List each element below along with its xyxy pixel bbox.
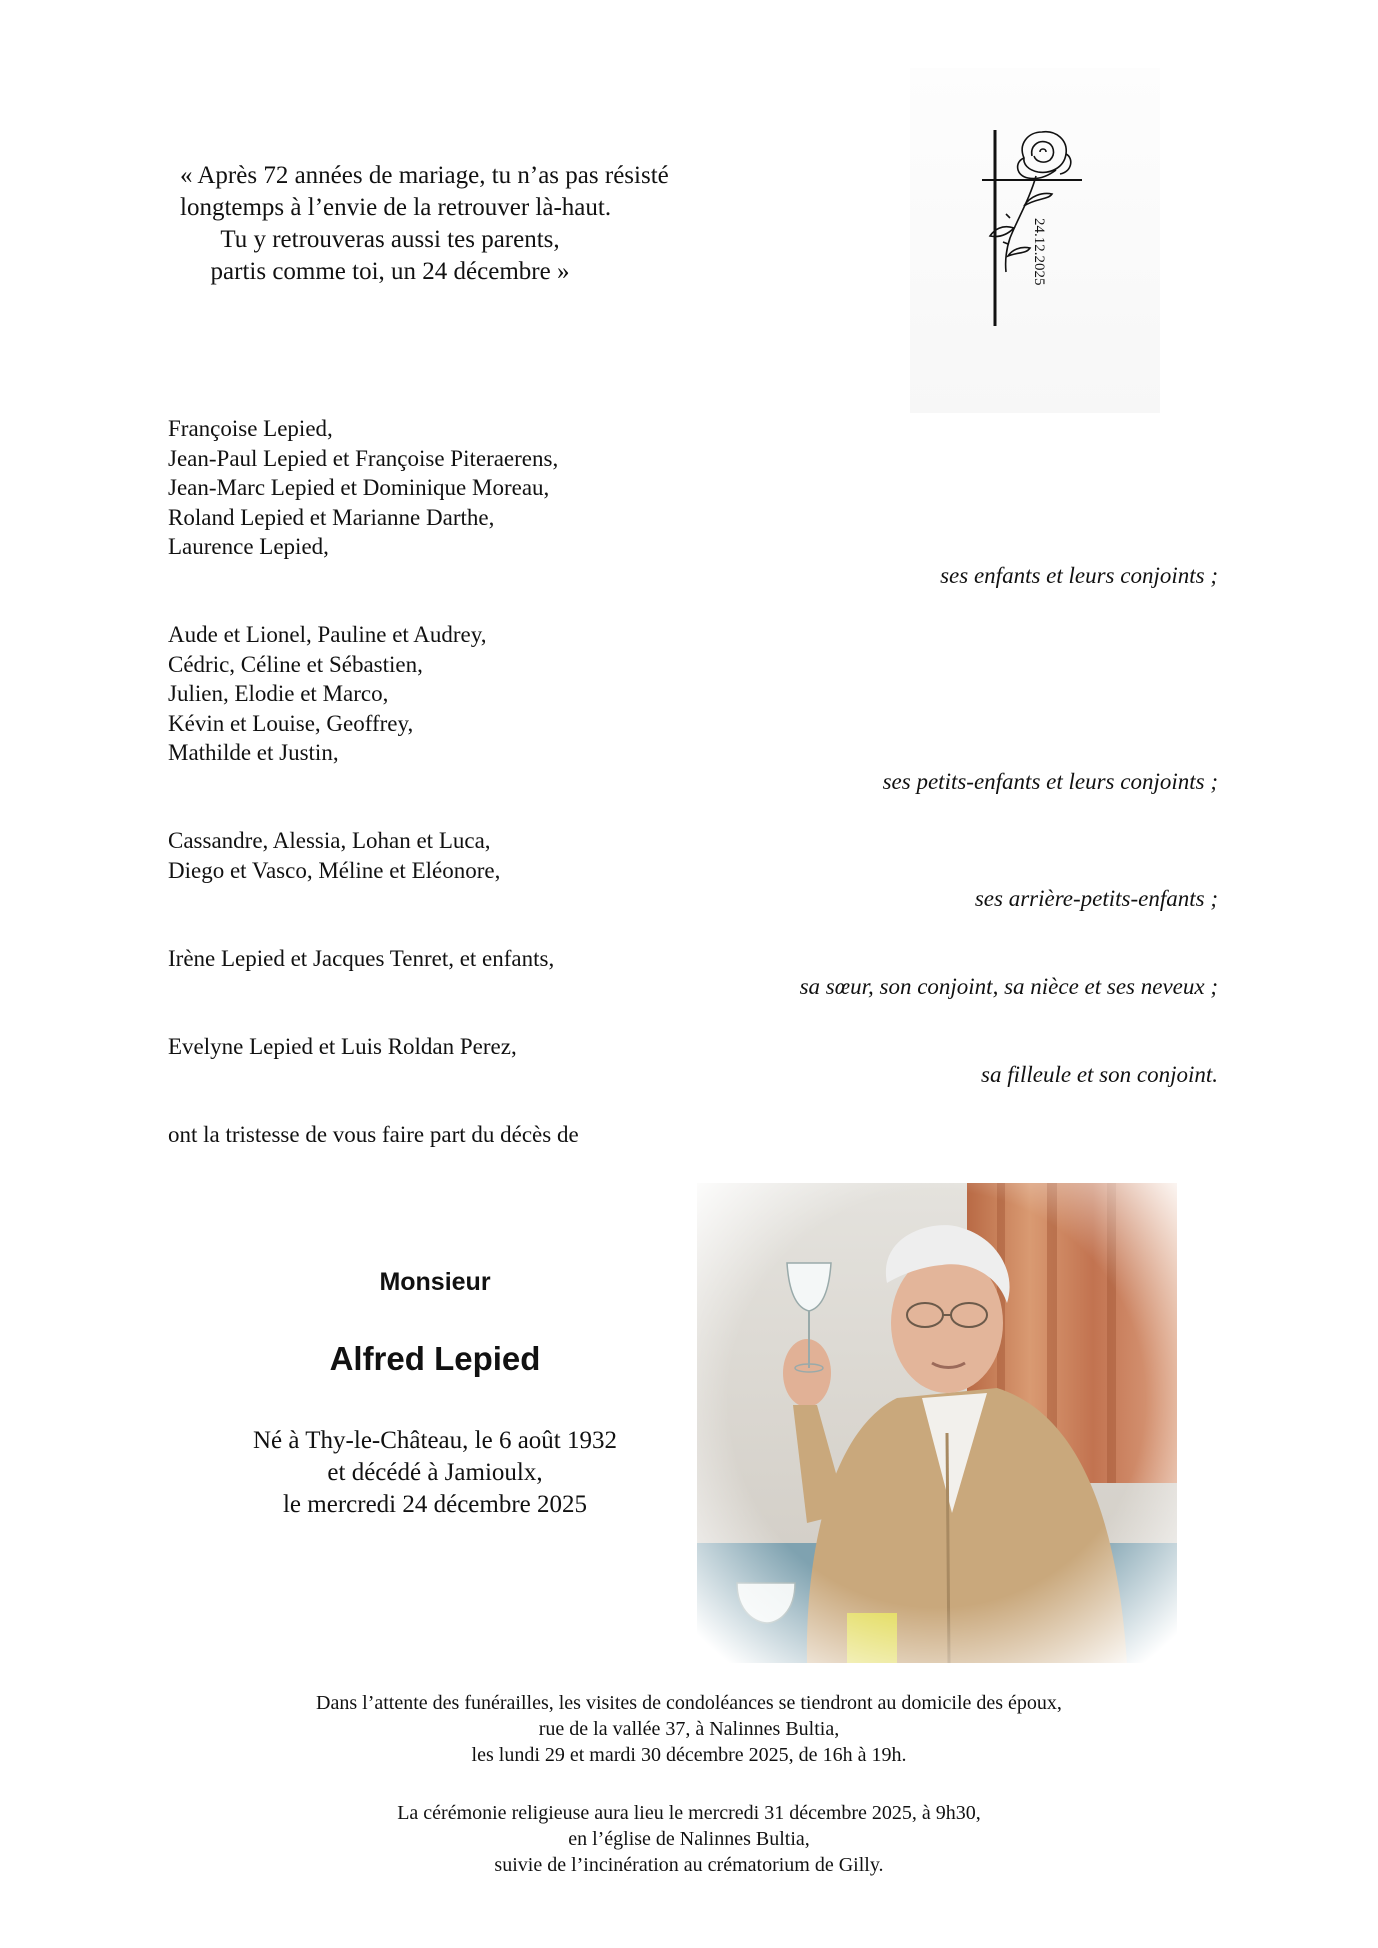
quote-line: partis comme toi, un 24 décembre »	[210, 258, 570, 285]
ceremony-line: suivie de l’incinération au crématorium de Gilly.	[494, 1854, 884, 1876]
quote-line: « Après 72 années de mariage, tu n’as pas résisté	[180, 162, 669, 189]
family-name-line: Julien, Elodie et Marco,	[168, 681, 389, 706]
quote-line: longtemps à l’envie de la retrouver là-haut.	[180, 194, 612, 221]
visits-info	[100, 1690, 1278, 1768]
announcement-text: ont la tristesse de vous faire part du décès de	[168, 1122, 579, 1147]
visits-line: rue de la vallée 37, à Nalinnes Bultia,	[538, 1718, 840, 1740]
ceremony-info	[100, 1800, 1278, 1878]
family-name-line: Irène Lepied et Jacques Tenret, et enfants,	[168, 946, 555, 971]
detail-line: le mercredi 24 décembre 2025	[282, 1491, 588, 1518]
family-group-goddaughter	[168, 1032, 517, 1062]
relation-label: sa filleule et son conjoint.	[981, 1062, 1218, 1087]
family-name-line: Cassandre, Alessia, Lohan et Luca,	[168, 828, 491, 853]
family-name-line: Diego et Vasco, Méline et Eléonore,	[168, 857, 501, 883]
family-name-line: Roland Lepied et Marianne Darthe,	[168, 504, 495, 530]
family-group-great-grandchildren	[168, 826, 500, 885]
relation-label: ses arrière-petits-enfants ;	[974, 886, 1218, 911]
memorial-emblem	[910, 68, 1160, 413]
ceremony-line: La cérémonie religieuse aura lieu le mercredi 31 décembre 2025, à 9h30,	[397, 1802, 981, 1824]
family-group-grandchildren	[168, 620, 487, 768]
visits-line: Dans l’attente des funérailles, les visites de condoléances se tiendront au domicile des époux,	[316, 1692, 1062, 1714]
detail-line: Né à Thy-le-Château, le 6 août 1932	[252, 1427, 617, 1454]
family-name-line: Jean-Marc Lepied et Dominique Moreau,	[168, 475, 550, 500]
emblem-date: 24.12.2025	[1031, 218, 1047, 286]
quote-line: Tu y retrouveras aussi tes parents,	[220, 226, 560, 253]
detail-line: et décédé à Jamioulx,	[327, 1459, 543, 1486]
family-group-children	[168, 414, 558, 562]
family-name-line: Jean-Paul Lepied et Françoise Piteraerens,	[168, 445, 559, 471]
family-name-line: Kévin et Louise, Geoffrey,	[168, 710, 414, 736]
family-name-line: Françoise Lepied,	[168, 416, 333, 441]
family-name-line: Evelyne Lepied et Luis Roldan Perez,	[168, 1034, 517, 1059]
deceased-title: Monsieur	[379, 1268, 491, 1296]
family-name-line: Mathilde et Justin,	[168, 740, 339, 765]
visits-line: les lundi 29 et mardi 30 décembre 2025, de 16h à 19h.	[471, 1744, 907, 1766]
family-name-line: Laurence Lepied,	[168, 534, 329, 559]
deceased-portrait	[697, 1183, 1177, 1663]
ceremony-line: en l’église de Nalinnes Bultia,	[568, 1828, 810, 1850]
family-name-line: Cédric, Céline et Sébastien,	[168, 651, 423, 677]
deceased-details	[190, 1425, 680, 1521]
relation-label: ses enfants et leurs conjoints ;	[940, 563, 1218, 588]
relation-label: ses petits-enfants et leurs conjoints ;	[882, 769, 1218, 794]
relation-label: sa sœur, son conjoint, sa nièce et ses neveux ;	[799, 974, 1218, 999]
family-group-sister	[168, 944, 554, 974]
cross-with-rose-icon	[910, 68, 1160, 413]
family-name-line: Aude et Lionel, Pauline et Audrey,	[168, 622, 487, 647]
memorial-quote	[180, 160, 669, 288]
deceased-name: Alfred Lepied	[329, 1340, 541, 1377]
